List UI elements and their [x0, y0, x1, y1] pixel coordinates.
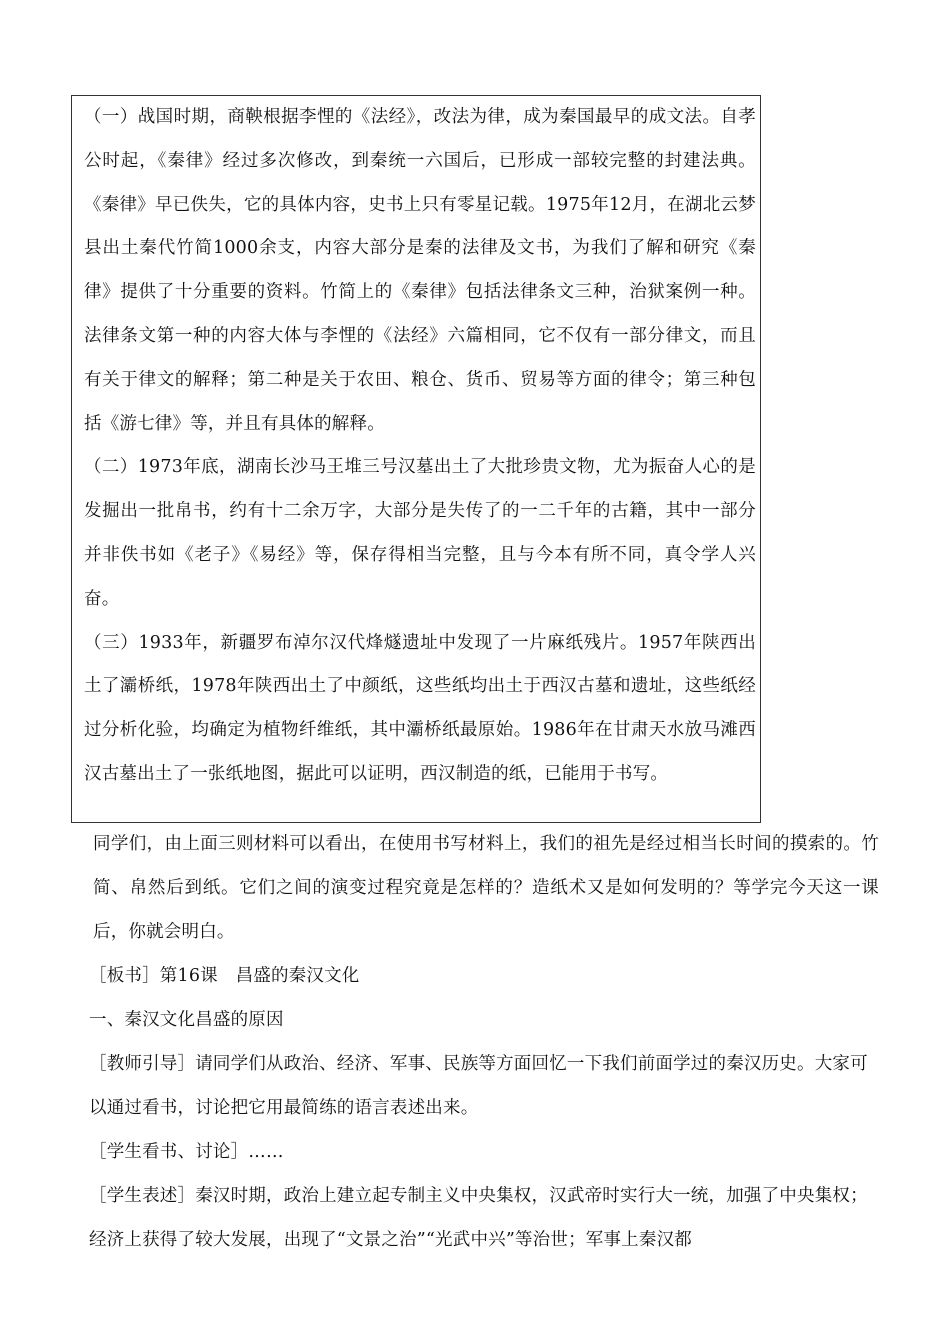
material-paragraph-3: （三）1933年，新疆罗布淖尔汉代烽燧遗址中发现了一片麻纸残片。1957年陕西出土了灞桥纸，1978年陕西出土了中颜纸，这些纸均出土于西汉古墓和遗址，这些纸经过分析化验，均确定为植物纤维纸，其中灞桥纸最原始。1986年在甘肃天水放马滩西汉古墓出土了一张纸地图，据此可以证明，西汉制造的纸，已能用于书写。 — [84, 632, 756, 784]
student-answer-paragraph: ［学生表述］秦汉时期，政治上建立起专制主义中央集权，汉武帝时实行大一统，加强了中央集权；经济上获得了较大发展，出现了“文景之治”“光武中兴”等治世；军事上秦汉都 — [89, 1186, 868, 1250]
material-paragraph-1: （一）战国时期，商鞅根据李悝的《法经》，改法为律，成为秦国最早的成文法。自孝公时起，《秦律》经过多次修改，到秦统一六国后，已形成一部较完整的封建法典。《秦律》早已佚失，它的具体内容，史书上只有零星记载。1975年12月，在湖北云梦县出土秦代竹简1000余支，内容大部分是秦的法律及文书，为我们了解和研究《秦律》提供了十分重要的资料。竹简上的《秦律》包括法律条文三种，治狱案例一种。法律条文第一种的内容大体与李悝的《法经》六篇相同，它不仅有一部分律文，而且有关于律文的解释；第二种是关于农田、粮仓、货币、贸易等方面的律令；第三种包括《游七律》等，并且有具体的解释。 — [84, 107, 756, 434]
section-heading: 一、秦汉文化昌盛的原因 — [89, 1010, 284, 1030]
lesson-body — [89, 822, 879, 1262]
teacher-guide-paragraph: ［教师引导］请同学们从政治、经济、军事、民族等方面回忆一下我们前面学过的秦汉历史。大家可以通过看书，讨论把它用最简练的语言表述出来。 — [89, 1054, 868, 1118]
material-paragraph-2: （二）1973年底，湖南长沙马王堆三号汉墓出土了大批珍贵文物，尤为振奋人心的是发掘出一批帛书，约有十二余万字，大部分是失传了的一二千年的古籍，其中一部分并非佚书如《老子》《易经》等，保存得相当完整，且与今本有所不同，真令学人兴奋。 — [84, 457, 756, 609]
intro-paragraph: 同学们，由上面三则材料可以看出，在使用书写材料上，我们的祖先是经过相当长时间的摸索的。竹简、帛然后到纸。它们之间的演变过程究竟是怎样的？造纸术又是如何发明的？等学完今天这一课后，你就会明白。 — [93, 834, 879, 942]
board-note: ［板书］第16课 昌盛的秦汉文化 — [89, 966, 360, 986]
student-activity-line: ［学生看书、讨论］…… — [89, 1142, 284, 1162]
material-box-content — [84, 96, 756, 797]
